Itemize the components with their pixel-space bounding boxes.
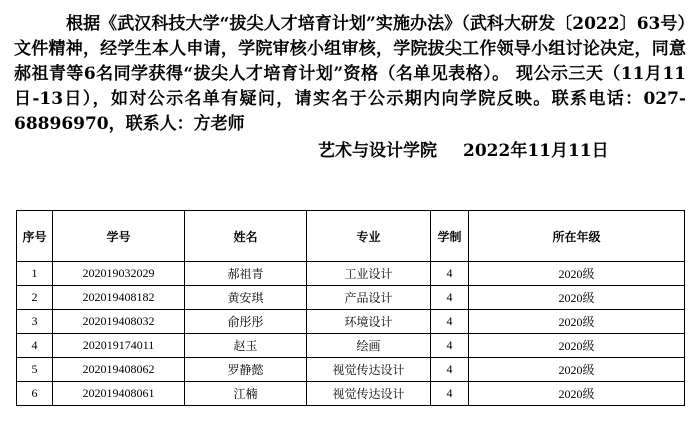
table-row	[17, 310, 685, 334]
cell-index: 6	[17, 382, 53, 406]
cell-major: 视觉传达设计	[307, 382, 431, 406]
cell-student-id: 202019408182	[53, 286, 185, 310]
cell-name: 郝祖青	[185, 262, 307, 286]
cell-index: 1	[17, 262, 53, 286]
notice-body: 根据《武汉科技大学“拔尖人才培育计划”实施办法》（武科大研发〔2022〕63号）文件精神，经学生本人申请，学院审核小组审核，学院拔尖工作领导小组讨论决定，同意郝祖青等6名同学获得“拔尖人才培育计划”资格（名单见表格）。 现公示三天（11月11日-13日），如对公示名单有疑问，请实名于公示期内向学院反映。联系电话：027-68896970，联系人：方老师	[14, 14, 686, 134]
cell-student-id: 202019408061	[53, 382, 185, 406]
cell-major: 工业设计	[307, 262, 431, 286]
table-row	[17, 382, 685, 406]
header-major: 专业	[307, 211, 431, 262]
student-roster-table	[16, 210, 685, 406]
cell-duration: 4	[431, 382, 469, 406]
cell-duration: 4	[431, 262, 469, 286]
cell-name: 黄安琪	[185, 286, 307, 310]
cell-student-id: 202019408062	[53, 358, 185, 382]
table-row	[17, 358, 685, 382]
table-row	[17, 286, 685, 310]
cell-grade: 2020级	[469, 334, 685, 358]
header-name: 姓名	[185, 211, 307, 262]
header-grade: 所在年级	[469, 211, 685, 262]
notice-text	[14, 12, 686, 137]
cell-duration: 4	[431, 334, 469, 358]
cell-index: 4	[17, 334, 53, 358]
header-student-id: 学号	[53, 211, 185, 262]
cell-major: 视觉传达设计	[307, 358, 431, 382]
cell-name: 江楠	[185, 382, 307, 406]
cell-major: 绘画	[307, 334, 431, 358]
cell-duration: 4	[431, 358, 469, 382]
issuer-name: 艺术与设计学院	[318, 141, 437, 161]
cell-grade: 2020级	[469, 262, 685, 286]
cell-duration: 4	[431, 286, 469, 310]
table-row	[17, 334, 685, 358]
cell-duration: 4	[431, 310, 469, 334]
header-index: 序号	[17, 211, 53, 262]
cell-major: 环境设计	[307, 310, 431, 334]
notice-signature	[318, 136, 609, 161]
cell-index: 2	[17, 286, 53, 310]
cell-grade: 2020级	[469, 358, 685, 382]
cell-grade: 2020级	[469, 382, 685, 406]
cell-student-id: 202019408032	[53, 310, 185, 334]
notice-date: 2022年11月11日	[463, 141, 609, 161]
cell-name: 俞彤彤	[185, 310, 307, 334]
cell-grade: 2020级	[469, 286, 685, 310]
header-duration: 学制	[431, 211, 469, 262]
cell-student-id: 202019174011	[53, 334, 185, 358]
cell-name: 罗静懿	[185, 358, 307, 382]
cell-index: 5	[17, 358, 53, 382]
cell-major: 产品设计	[307, 286, 431, 310]
cell-grade: 2020级	[469, 310, 685, 334]
cell-name: 赵玉	[185, 334, 307, 358]
table-row	[17, 262, 685, 286]
cell-index: 3	[17, 310, 53, 334]
table-header-row	[17, 211, 685, 262]
cell-student-id: 202019032029	[53, 262, 185, 286]
